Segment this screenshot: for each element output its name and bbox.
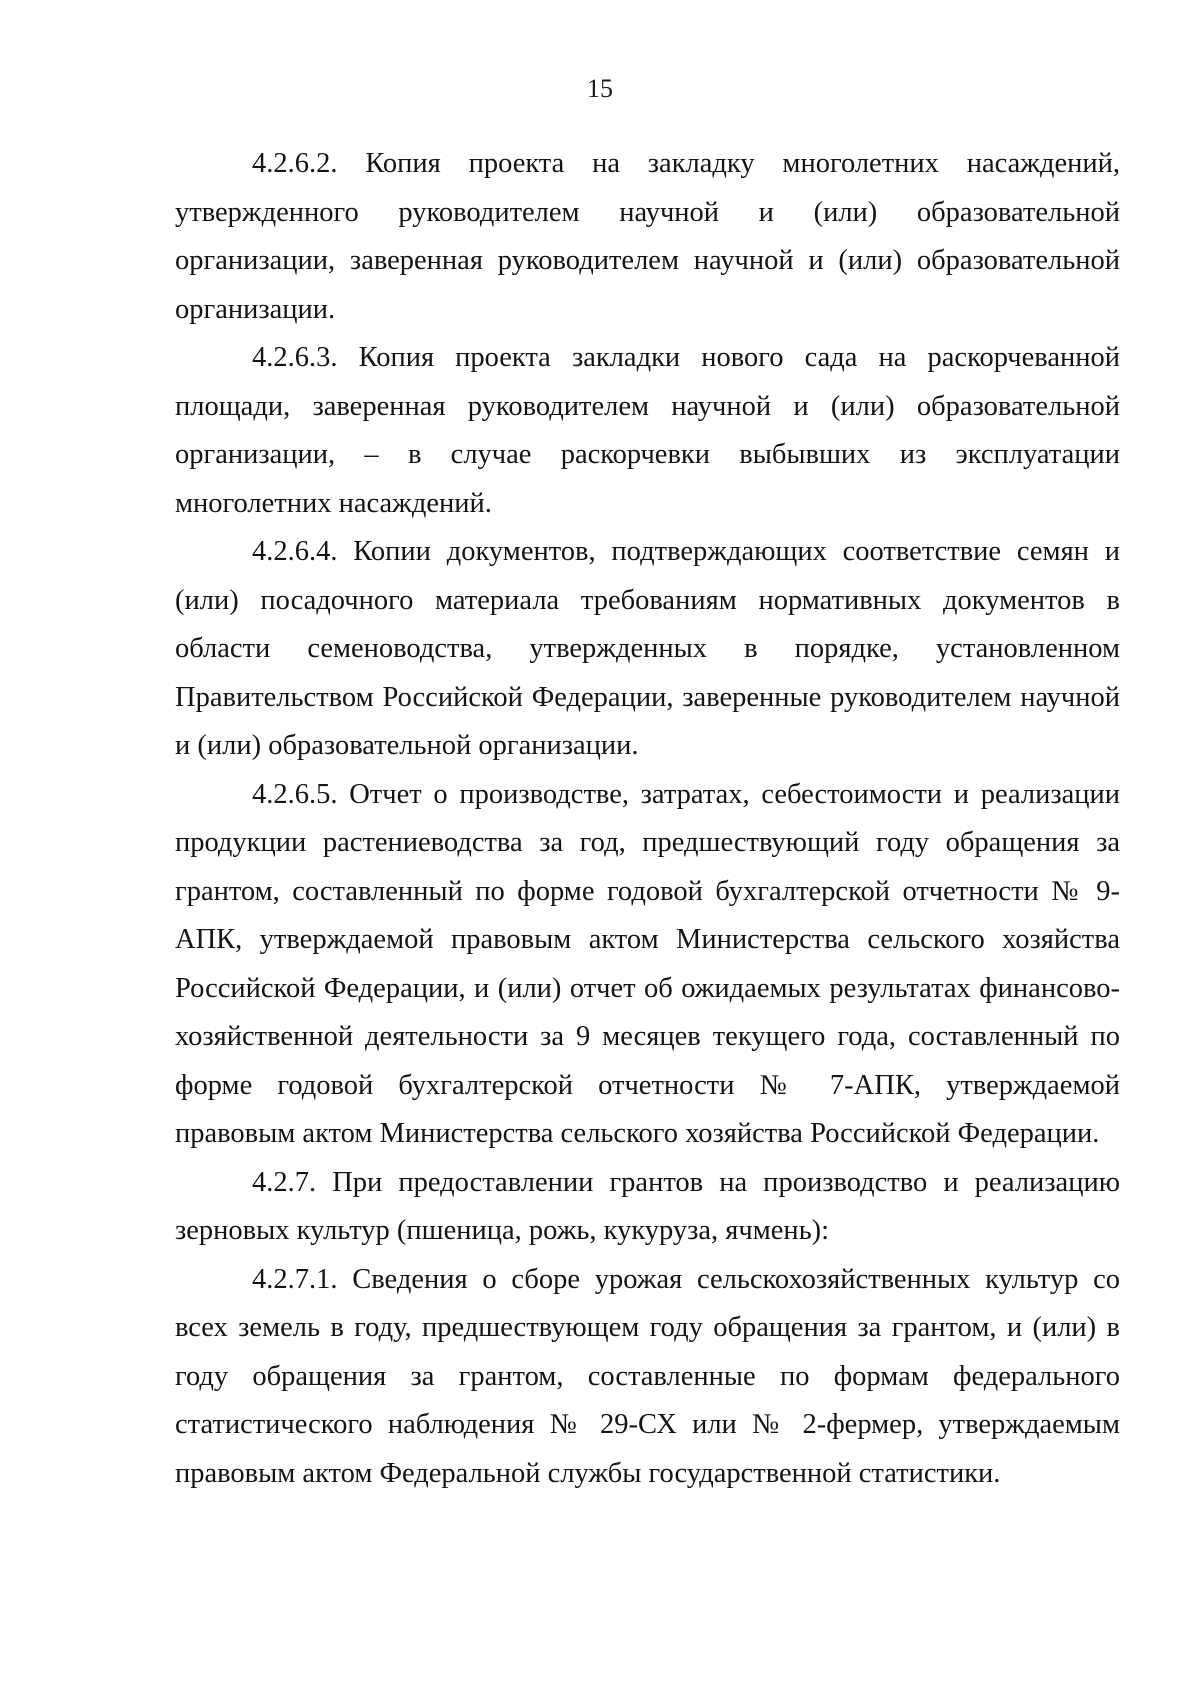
paragraph-4-2-6-3: 4.2.6.3. Копия проекта закладки нового сада на раскорчеванной площади, заверенная руководителем научной и (или) образовательной организации, – в случае раскорчевки выбывших из эксплуатации многолетних насаждений. [175, 342, 1120, 519]
page-number: 15 [587, 74, 613, 103]
paragraph-4-2-7: 4.2.7. При предоставлении грантов на производство и реализацию зерновых культур (пшеница, рожь, кукуруза, ячмень): [175, 1166, 1120, 1246]
paragraph-4-2-6-2: 4.2.6.2. Копия проекта на закладку многолетних насаждений, утвержденного руководителем научной и (или) образовательной организации, заверенная руководителем научной и (или) образовательной организации. [175, 148, 1120, 325]
paragraph-4-2-7-1: 4.2.7.1. Сведения о сборе урожая сельскохозяйственных культур со всех земель в году, предшествующем году обращения за грантом, и (или) в году обращения за грантом, составленные по формам федерального статистического наблюдения № 29-СХ или № 2-фермер, утверждаемым правовым актом Федеральной службы государственной статистики. [175, 1263, 1120, 1489]
paragraph-4-2-6-5: 4.2.6.5. Отчет о производстве, затратах, себестоимости и реализации продукции растениеводства за год, предшествующий году обращения за грантом, составленный по форме годовой бухгалтерской отчетности № 9-АПК, утверждаемой правовым актом Министерства сельского хозяйства Российской Федерации, и (или) отчет об ожидаемых результатах финансово-хозяйственной деятельности за 9 месяцев текущего года, составленный по форме годовой бухгалтерской отчетности № 7-АПК, утверждаемой правовым актом Министерства сельского хозяйства Российской Федерации. [175, 778, 1120, 1149]
document-body [175, 140, 1120, 1498]
paragraph-4-2-6-4: 4.2.6.4. Копии документов, подтверждающих соответствие семян и (или) посадочного материала требованиям нормативных документов в области семеноводства, утвержденных в порядке, установленном Правительством Российской Федерации, заверенные руководителем научной и (или) образовательной организации. [175, 536, 1120, 761]
